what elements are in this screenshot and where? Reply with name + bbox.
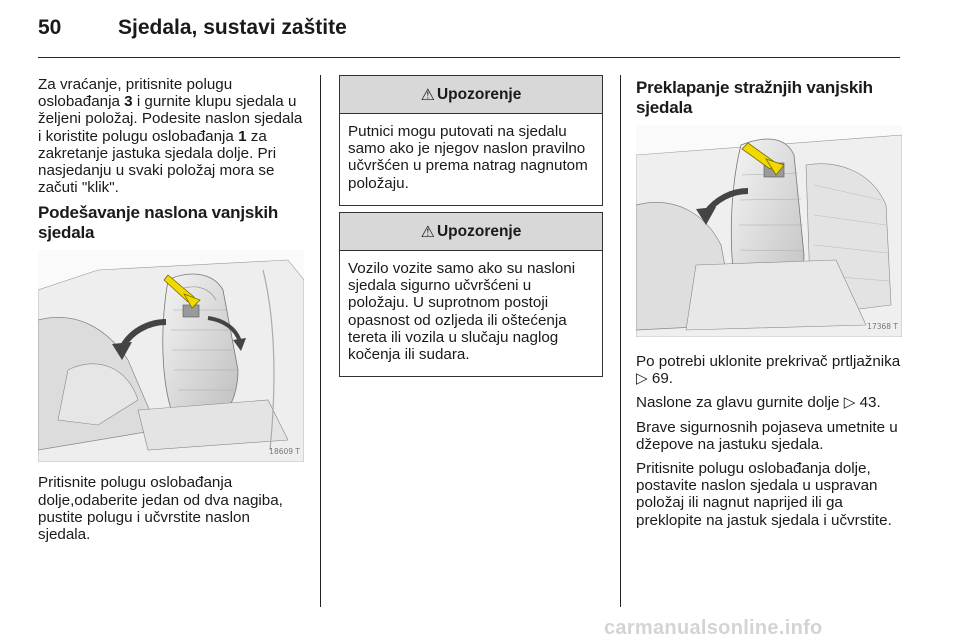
warning-icon: ⚠ <box>420 86 435 104</box>
column-right <box>636 78 902 536</box>
backrest-adjust-illustration <box>38 250 304 462</box>
figure-code: 17368 T <box>867 321 898 331</box>
column-divider-2 <box>620 75 621 607</box>
release-lever-ref-3: 3 <box>124 93 133 111</box>
seat-illustration-2 <box>636 125 902 337</box>
watermark: carmanualsonline.info <box>604 617 823 639</box>
page-ref-icon: ▷ <box>636 370 648 388</box>
warning-title: Upozorenje <box>436 222 522 240</box>
paragraph-belt-buckles: Brave sigurnosnih pojaseva umetnite u džepove na jastuku sjedala. <box>636 418 898 453</box>
backrest-instructions: Pritisnite polugu oslobađanja dolje,odaberite jedan od dva nagiba, pustite polugu i učvrstite naslon sjedala. <box>38 474 283 544</box>
warning-text: Putnici mogu putovati na sjedalu samo ako je njegov naslon pravilno učvršćen u prema natrag nagnutom položaju. <box>348 123 588 192</box>
seat-illustration-1 <box>38 250 304 462</box>
release-lever-ref-1: 1 <box>238 127 247 145</box>
page-number: 50 <box>38 16 62 39</box>
paragraph-cover: Po potrebi uklonite prekrivač prtljažnika ▷ 69. <box>636 353 901 388</box>
intro-paragraph: Za vraćanje, pritisnite polugu oslobađanja 3 i gurnite klupu sjedala u željeni položaj. Podesite naslon sjedala i koristite polugu oslobađanja 1 za zakretanje jastuka sjedala dolje. Pri nasjedanju u svaki položaj mora se začuti "klik". <box>38 76 303 197</box>
warning-header <box>340 213 602 251</box>
column-divider-1 <box>320 75 321 607</box>
warning-icon: ⚠ <box>420 223 435 241</box>
seat-fold-illustration <box>636 125 902 337</box>
column-left <box>38 76 304 550</box>
page-title: Sjedala, sustavi zaštite <box>118 16 347 39</box>
warning-text: Vozilo vozite samo ako su nasloni sjedala sigurno učvršćeni u položaju. U suprotnom postoji opasnost od ozljeda ili oštećenja tereta ili vozila u slučaju naglog kočenja ili sudara. <box>348 260 576 364</box>
figure-code: 18609 T <box>269 447 300 457</box>
page-header <box>0 0 960 62</box>
page-ref-icon: ▷ <box>843 394 856 412</box>
warning-box-2 <box>339 212 603 377</box>
header-divider <box>38 57 900 58</box>
section-heading-backrest: Podešavanje naslona vanjskih sjedala <box>38 203 279 242</box>
paragraph-headrest: Naslone za glavu gurnite dolje ▷ 43. <box>636 394 881 412</box>
warning-header <box>340 76 602 114</box>
section-heading-fold: Preklapanje stražnjih vanjskih sjedala <box>636 78 873 117</box>
warning-box-1 <box>339 75 603 206</box>
warning-title: Upozorenje <box>436 85 522 103</box>
paragraph-fold-instructions: Pritisnite polugu oslobađanja dolje, postavite naslon sjedala u uspravan položaj ili nagnut naprijed ili ga preklopite na jastuk sjedala i učvrstite. <box>636 460 892 529</box>
